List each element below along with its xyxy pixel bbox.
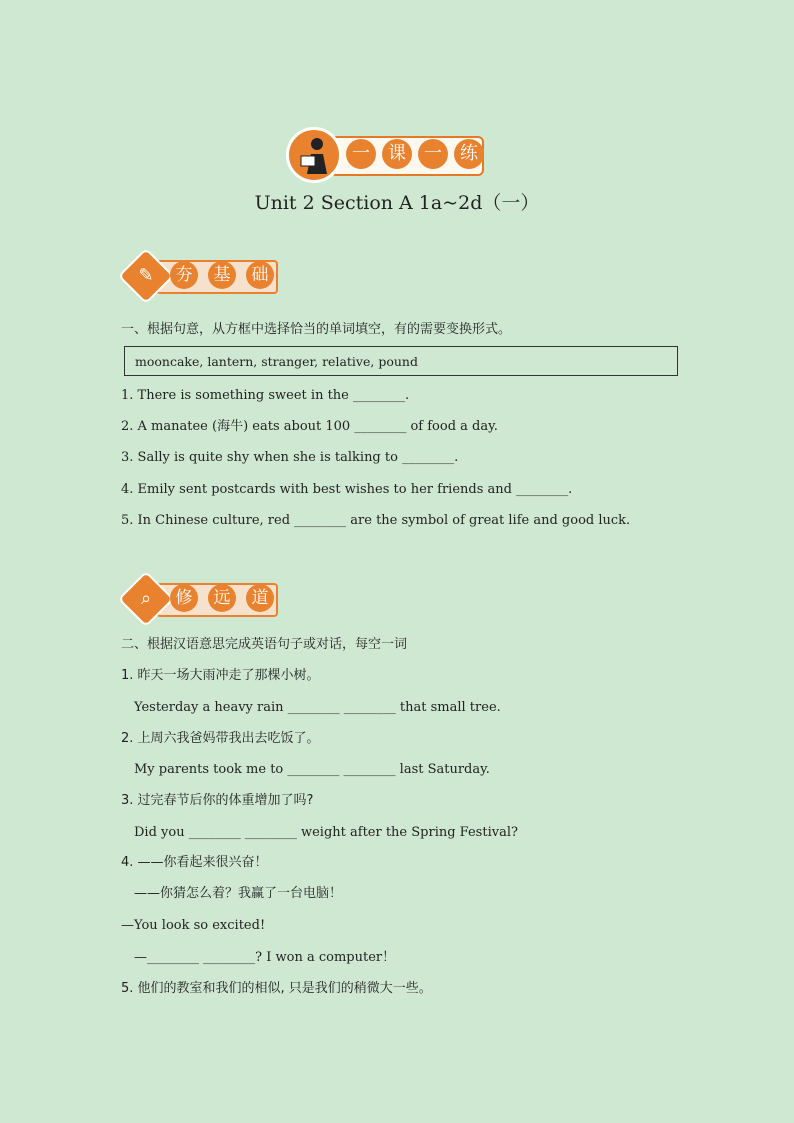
reader-mascot-icon — [286, 127, 342, 183]
question-english: Yesterday a heavy rain ________ ________ that small tree. — [134, 700, 501, 715]
exercise-item: 1. There is something sweet in the ________. — [121, 388, 410, 403]
question-chinese: 3. 过完春节后你的体重增加了吗? — [121, 793, 314, 808]
question-chinese: 2. 上周六我爸妈带我出去吃饭了。 — [121, 731, 320, 746]
badge-char-2: 基 — [208, 261, 236, 289]
word-box-text: mooncake, lantern, stranger, relative, pound — [135, 354, 418, 369]
question-english: —________ ________? I won a computer！ — [134, 950, 396, 965]
word-box — [124, 346, 678, 376]
exercise-item: 2. A manatee (海牛) eats about 100 ________ of food a day. — [121, 419, 498, 434]
badge-char-1: 夯 — [170, 261, 198, 289]
exercise-item: 4. Emily sent postcards with best wishes to her friends and ________. — [121, 482, 573, 497]
exercise-item: 5. In Chinese culture, red ________ are the symbol of great life and good luck. — [121, 513, 631, 528]
question-chinese: 1. 昨天一场大雨冲走了那棵小树。 — [121, 668, 320, 683]
section-1-heading: 一、根据句意，从方框中选择恰当的单词填空，有的需要变换形式。 — [121, 322, 512, 337]
question-english: Did you ________ ________ weight after the Spring Festival? — [134, 825, 518, 840]
banner-char-4: 练 — [454, 139, 484, 169]
section-2-heading: 二、根据汉语意思完成英语句子或对话，每空一词 — [121, 637, 408, 652]
section-badge-advanced — [120, 575, 280, 621]
question-chinese: ——你猜怎么着？我赢了一台电脑！ — [134, 886, 343, 901]
banner-char-2: 课 — [382, 139, 412, 169]
question-english: My parents took me to ________ ________ last Saturday. — [134, 762, 490, 777]
banner-char-3: 一 — [418, 139, 448, 169]
section-badge-basics — [120, 252, 280, 298]
badge-char-3: 础 — [246, 261, 274, 289]
pencil-ruler-icon: ✎ — [138, 265, 154, 286]
header-banner — [286, 127, 496, 183]
badge-char-1: 修 — [170, 584, 198, 612]
exercise-item: 3. Sally is quite shy when she is talking to ________. — [121, 450, 459, 465]
page-title: Unit 2 Section A 1a~2d（一） — [254, 192, 540, 214]
question-chinese: 5. 他们的教室和我们的相似, 只是我们的稍微大一些。 — [121, 981, 432, 996]
banner-char-1: 一 — [346, 139, 376, 169]
badge-char-2: 远 — [208, 584, 236, 612]
badge-char-3: 道 — [246, 584, 274, 612]
question-chinese: 4. ——你看起来很兴奋！ — [121, 855, 268, 870]
document-search-icon: ⌕ — [140, 588, 152, 609]
question-english: —You look so excited! — [121, 918, 266, 933]
